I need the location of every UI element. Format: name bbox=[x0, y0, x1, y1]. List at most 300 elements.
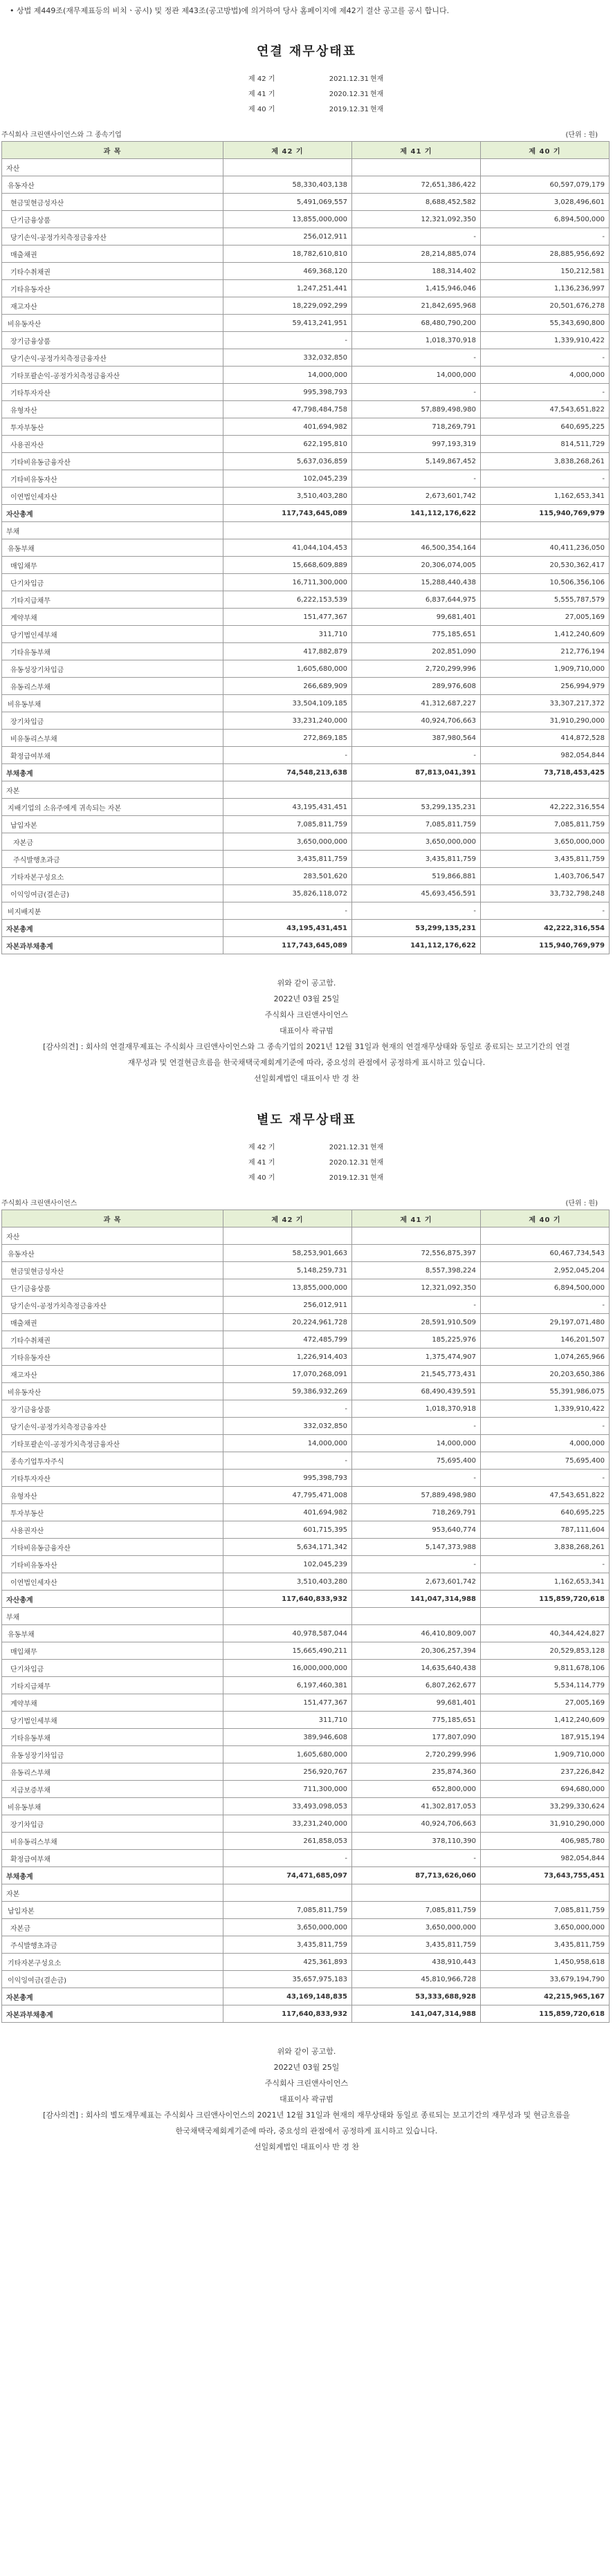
amount-cell: 20,530,362,417 bbox=[481, 557, 610, 574]
amount-cell: 7,085,811,759 bbox=[223, 1902, 352, 1919]
amount-cell: 47,798,484,758 bbox=[223, 401, 352, 418]
amount-cell: 151,477,367 bbox=[223, 1694, 352, 1712]
account-name-cell: 유형자산 bbox=[2, 1487, 223, 1504]
account-name-cell: 지배기업의 소유주에게 귀속되는 자본 bbox=[2, 799, 223, 816]
amount-cell: 1,339,910,422 bbox=[481, 1400, 610, 1418]
amount-cell: 53,299,135,231 bbox=[352, 920, 481, 937]
account-name-cell: 기타유동부채 bbox=[2, 643, 223, 660]
period-label: 제 40 기 bbox=[248, 106, 275, 113]
period-row bbox=[223, 1156, 390, 1171]
account-name-cell: 주식발행초과금 bbox=[2, 1936, 223, 1954]
table-row bbox=[2, 574, 610, 591]
table-row bbox=[2, 626, 610, 643]
account-name-cell: 유동성장기차입금 bbox=[2, 1746, 223, 1763]
amount-cell: 20,306,074,005 bbox=[352, 557, 481, 574]
amount-cell: 1,247,251,441 bbox=[223, 280, 352, 297]
amount-cell: 72,556,875,397 bbox=[352, 1245, 481, 1262]
amount-cell: 12,321,092,350 bbox=[352, 211, 481, 228]
amount-cell: - bbox=[481, 1470, 610, 1487]
amount-cell: 141,112,176,622 bbox=[352, 505, 481, 522]
amount-cell: 74,548,213,638 bbox=[223, 764, 352, 781]
amount-cell: 6,222,153,539 bbox=[223, 591, 352, 609]
amount-cell: 115,859,720,618 bbox=[481, 1591, 610, 1608]
table-row bbox=[2, 885, 610, 902]
amount-cell: 47,543,651,822 bbox=[481, 1487, 610, 1504]
amount-cell: 13,855,000,000 bbox=[223, 211, 352, 228]
amount-cell: 57,889,498,980 bbox=[352, 401, 481, 418]
amount-cell: 33,732,798,248 bbox=[481, 885, 610, 902]
table-row bbox=[2, 902, 610, 920]
account-name-cell: 매출채권 bbox=[2, 245, 223, 263]
amount-cell: 1,412,240,609 bbox=[481, 1712, 610, 1729]
amount-cell: - bbox=[352, 1418, 481, 1435]
account-name-cell: 납입자본 bbox=[2, 1902, 223, 1919]
amount-cell: 151,477,367 bbox=[223, 609, 352, 626]
account-name-cell: 이익잉여금(결손금) bbox=[2, 885, 223, 902]
account-name-cell: 자산 bbox=[2, 1227, 223, 1245]
amount-cell: 9,811,678,106 bbox=[481, 1660, 610, 1677]
amount-cell: 115,940,769,979 bbox=[481, 937, 610, 954]
account-name-cell: 유동리스부채 bbox=[2, 678, 223, 695]
amount-cell: 601,715,395 bbox=[223, 1521, 352, 1539]
column-header: 제 41 기 bbox=[352, 142, 481, 159]
amount-cell: 1,136,236,997 bbox=[481, 280, 610, 297]
column-header: 제 41 기 bbox=[352, 1210, 481, 1227]
account-name-cell: 비유동리스부채 bbox=[2, 730, 223, 747]
account-name-cell: 단기금융상품 bbox=[2, 211, 223, 228]
amount-cell: 117,640,833,932 bbox=[223, 1591, 352, 1608]
audit-opinion: [감사의견] : 회사의 별도재무제표는 주식회사 크린앤사이언스의 2021년 12월 31일과 현재의 재무상태와 동일로 종료되는 보고기간의 재무성과 및 현금흐름을 한국채택국제회계기준에 따라, 중요성의 관점에서 공정하게 표시하고 있습니다. bbox=[43, 2111, 570, 2135]
amount-cell: 117,640,833,932 bbox=[223, 2005, 352, 2023]
amount-cell: 718,269,791 bbox=[352, 1504, 481, 1521]
amount-cell: 272,869,185 bbox=[223, 730, 352, 747]
amount-cell: 982,054,844 bbox=[481, 747, 610, 764]
amount-cell: 7,085,811,759 bbox=[352, 816, 481, 833]
table-row bbox=[2, 920, 610, 937]
amount-cell: 15,288,440,438 bbox=[352, 574, 481, 591]
closing-line: 대표이사 곽규범 bbox=[280, 1026, 333, 1035]
amount-cell: 261,858,053 bbox=[223, 1833, 352, 1850]
amount-cell: 5,637,036,859 bbox=[223, 453, 352, 470]
amount-cell: - bbox=[223, 332, 352, 349]
amount-cell bbox=[481, 522, 610, 539]
amount-cell: 3,650,000,000 bbox=[352, 1919, 481, 1936]
amount-cell: 237,226,842 bbox=[481, 1763, 610, 1781]
account-name-cell: 납입자본 bbox=[2, 816, 223, 833]
table-row bbox=[2, 401, 610, 418]
period-row bbox=[223, 102, 390, 118]
account-name-cell: 투자부동산 bbox=[2, 1504, 223, 1521]
table-row bbox=[2, 1608, 610, 1625]
account-name-cell: 자본 bbox=[2, 1884, 223, 1902]
table-row bbox=[2, 1487, 610, 1504]
amount-cell: 99,681,401 bbox=[352, 609, 481, 626]
table-row bbox=[2, 1470, 610, 1487]
amount-cell: 28,885,956,692 bbox=[481, 245, 610, 263]
audit-opinion: [감사의견] : 회사의 연결재무제표는 주식회사 크린앤사이언스와 그 종속기업의 2021년 12월 31일과 현재의 연결재무상태와 동일로 종료되는 보고기간의 연결재무성과 및 연결현금흐름을 한국채택국제회계기준에 따라, 중요성의 관점에서 공정하게 표시하고 있습니다. bbox=[43, 1042, 570, 1067]
amount-cell: 33,231,240,000 bbox=[223, 1815, 352, 1833]
account-name-cell: 유동부채 bbox=[2, 539, 223, 557]
period-date: 2021.12.31 bbox=[329, 1144, 369, 1151]
amount-cell: 10,506,356,106 bbox=[481, 574, 610, 591]
amount-cell: 1,162,653,341 bbox=[481, 1573, 610, 1591]
table-row bbox=[2, 159, 610, 176]
amount-cell: 1,412,240,609 bbox=[481, 626, 610, 643]
amount-cell: 5,555,787,579 bbox=[481, 591, 610, 609]
amount-cell: 414,872,528 bbox=[481, 730, 610, 747]
closing-line: 2022년 03월 25일 bbox=[273, 2063, 340, 2072]
account-name-cell: 매입채무 bbox=[2, 557, 223, 574]
table-row bbox=[2, 937, 610, 954]
account-name-cell: 기타지급채무 bbox=[2, 1677, 223, 1694]
account-name-cell: 매입채무 bbox=[2, 1642, 223, 1660]
amount-cell: 622,195,810 bbox=[223, 436, 352, 453]
amount-cell: 2,720,299,996 bbox=[352, 1746, 481, 1763]
table-row bbox=[2, 1919, 610, 1936]
amount-cell: 2,720,299,996 bbox=[352, 660, 481, 678]
amount-cell: - bbox=[223, 902, 352, 920]
account-name-cell: 비유동자산 bbox=[2, 1383, 223, 1400]
amount-cell: 775,185,651 bbox=[352, 626, 481, 643]
amount-cell: 31,910,290,000 bbox=[481, 1815, 610, 1833]
amount-cell: 1,403,706,547 bbox=[481, 868, 610, 885]
closing-line: 위와 같이 공고함. bbox=[277, 2047, 336, 2056]
table-row bbox=[2, 1798, 610, 1815]
amount-cell: - bbox=[223, 1452, 352, 1470]
amount-cell: - bbox=[223, 1400, 352, 1418]
amount-cell: 995,398,793 bbox=[223, 384, 352, 401]
amount-cell: 6,807,262,677 bbox=[352, 1677, 481, 1694]
amount-cell: 3,838,268,261 bbox=[481, 453, 610, 470]
amount-cell: 8,688,452,582 bbox=[352, 194, 481, 211]
account-name-cell: 유동자산 bbox=[2, 176, 223, 194]
table-row bbox=[2, 1642, 610, 1660]
table-row bbox=[2, 1746, 610, 1763]
amount-cell: 1,450,958,618 bbox=[481, 1954, 610, 1971]
account-name-cell: 기타수취채권 bbox=[2, 1331, 223, 1349]
account-name-cell: 현금및현금성자산 bbox=[2, 1262, 223, 1279]
amount-cell: 387,980,564 bbox=[352, 730, 481, 747]
table-row bbox=[2, 1591, 610, 1608]
amount-cell: 266,689,909 bbox=[223, 678, 352, 695]
account-name-cell: 부채총계 bbox=[2, 764, 223, 781]
amount-cell: 141,047,314,988 bbox=[352, 1591, 481, 1608]
account-name-cell: 확정급여부채 bbox=[2, 747, 223, 764]
amount-cell: 43,195,431,451 bbox=[223, 799, 352, 816]
amount-cell: 185,225,976 bbox=[352, 1331, 481, 1349]
account-name-cell: 기타포괄손익-공정가치측정금융자산 bbox=[2, 367, 223, 384]
amount-cell: 711,300,000 bbox=[223, 1781, 352, 1798]
amount-cell: 1,162,653,341 bbox=[481, 488, 610, 505]
company-name: 주식회사 크린앤사이언스 bbox=[1, 1200, 77, 1207]
table-row bbox=[2, 851, 610, 868]
table-row bbox=[2, 367, 610, 384]
amount-cell: 75,695,400 bbox=[352, 1452, 481, 1470]
account-name-cell: 장기차입금 bbox=[2, 712, 223, 730]
amount-cell: - bbox=[481, 1556, 610, 1573]
amount-cell: 787,111,604 bbox=[481, 1521, 610, 1539]
amount-cell: 188,314,402 bbox=[352, 263, 481, 280]
table-row bbox=[2, 1625, 610, 1642]
account-name-cell: 당기손익-공정가치측정금융자산 bbox=[2, 228, 223, 245]
amount-cell bbox=[481, 159, 610, 176]
amount-cell: 117,743,645,089 bbox=[223, 505, 352, 522]
table-row bbox=[2, 747, 610, 764]
account-name-cell: 기타유동자산 bbox=[2, 280, 223, 297]
account-name-cell: 재고자산 bbox=[2, 297, 223, 315]
column-header: 과 목 bbox=[2, 142, 223, 159]
period-unit: 현재 bbox=[370, 75, 384, 83]
account-name-cell: 이익잉여금(결손금) bbox=[2, 1971, 223, 1988]
table-headline bbox=[0, 1198, 613, 1210]
table-row bbox=[2, 1418, 610, 1435]
amount-cell: 3,510,403,280 bbox=[223, 1573, 352, 1591]
account-name-cell: 기타유동자산 bbox=[2, 1349, 223, 1366]
amount-cell bbox=[223, 781, 352, 799]
column-header: 제 42 기 bbox=[223, 1210, 352, 1227]
amount-cell: 7,085,811,759 bbox=[352, 1902, 481, 1919]
closing-line: 선일회계법인 대표이사 반 경 찬 bbox=[253, 1074, 360, 1083]
amount-cell: 332,032,850 bbox=[223, 1418, 352, 1435]
amount-cell: 997,193,319 bbox=[352, 436, 481, 453]
amount-cell: 68,490,439,591 bbox=[352, 1383, 481, 1400]
amount-cell: 3,028,496,601 bbox=[481, 194, 610, 211]
amount-cell bbox=[352, 1884, 481, 1902]
table-row bbox=[2, 522, 610, 539]
table-row bbox=[2, 1539, 610, 1556]
period-unit: 현재 bbox=[370, 106, 384, 113]
amount-cell: 20,501,676,278 bbox=[481, 297, 610, 315]
company-name: 주식회사 크린앤사이언스와 그 종속기업 bbox=[1, 131, 122, 139]
account-name-cell: 투자부동산 bbox=[2, 418, 223, 436]
account-name-cell: 기타자본구성요소 bbox=[2, 868, 223, 885]
amount-cell: 187,915,194 bbox=[481, 1729, 610, 1746]
amount-cell: 16,711,300,000 bbox=[223, 574, 352, 591]
table-row bbox=[2, 1729, 610, 1746]
period-date: 2019.12.31 bbox=[329, 1174, 369, 1182]
table-row bbox=[2, 1660, 610, 1677]
amount-cell: 18,782,610,810 bbox=[223, 245, 352, 263]
amount-cell: 3,435,811,759 bbox=[352, 1936, 481, 1954]
statement-section bbox=[0, 41, 613, 1086]
period-unit: 현재 bbox=[370, 1174, 384, 1182]
table-row bbox=[2, 1227, 610, 1245]
table-row bbox=[2, 712, 610, 730]
amount-cell: 53,299,135,231 bbox=[352, 799, 481, 816]
amount-cell: 775,185,651 bbox=[352, 1712, 481, 1729]
account-name-cell: 지급보증부채 bbox=[2, 1781, 223, 1798]
amount-cell: 256,012,911 bbox=[223, 228, 352, 245]
period-unit: 현재 bbox=[370, 1159, 384, 1167]
amount-cell bbox=[352, 1608, 481, 1625]
amount-cell: 1,909,710,000 bbox=[481, 660, 610, 678]
period-label: 제 40 기 bbox=[248, 1174, 275, 1182]
amount-cell: 141,112,176,622 bbox=[352, 937, 481, 954]
amount-cell: 7,085,811,759 bbox=[481, 1902, 610, 1919]
account-name-cell: 이연법인세자산 bbox=[2, 1573, 223, 1591]
table-row bbox=[2, 816, 610, 833]
amount-cell: 42,222,316,554 bbox=[481, 799, 610, 816]
account-name-cell: 장기차입금 bbox=[2, 1815, 223, 1833]
amount-cell: 41,044,104,453 bbox=[223, 539, 352, 557]
amount-cell: 417,882,879 bbox=[223, 643, 352, 660]
amount-cell: - bbox=[352, 470, 481, 488]
account-name-cell: 자본과부채총계 bbox=[2, 937, 223, 954]
table-row bbox=[2, 297, 610, 315]
account-name-cell: 자본총계 bbox=[2, 920, 223, 937]
table-row bbox=[2, 1521, 610, 1539]
amount-cell: 438,910,443 bbox=[352, 1954, 481, 1971]
table-row bbox=[2, 211, 610, 228]
amount-cell: - bbox=[352, 1470, 481, 1487]
amount-cell: - bbox=[352, 902, 481, 920]
amount-cell: 35,657,975,183 bbox=[223, 1971, 352, 1988]
amount-cell: 406,985,780 bbox=[481, 1833, 610, 1850]
amount-cell: 73,643,755,451 bbox=[481, 1867, 610, 1884]
amount-cell: 2,673,601,742 bbox=[352, 1573, 481, 1591]
amount-cell: 45,693,456,591 bbox=[352, 885, 481, 902]
amount-cell: 55,343,690,800 bbox=[481, 315, 610, 332]
table-row bbox=[2, 1781, 610, 1798]
account-name-cell: 확정급여부채 bbox=[2, 1850, 223, 1867]
account-name-cell: 비유동리스부채 bbox=[2, 1833, 223, 1850]
amount-cell: 35,826,118,072 bbox=[223, 885, 352, 902]
account-name-cell: 기타비유동금융자산 bbox=[2, 1539, 223, 1556]
amount-cell: 1,605,680,000 bbox=[223, 660, 352, 678]
account-name-cell: 기타투자자산 bbox=[2, 1470, 223, 1487]
account-name-cell: 단기차입금 bbox=[2, 574, 223, 591]
table-row bbox=[2, 418, 610, 436]
amount-cell: 3,838,268,261 bbox=[481, 1539, 610, 1556]
amount-cell: 29,197,071,480 bbox=[481, 1314, 610, 1331]
table-row bbox=[2, 505, 610, 522]
amount-cell: 953,640,774 bbox=[352, 1521, 481, 1539]
period-list bbox=[223, 72, 390, 118]
account-name-cell: 유형자산 bbox=[2, 401, 223, 418]
period-date: 2020.12.31 bbox=[329, 1159, 369, 1167]
amount-cell: 73,718,453,425 bbox=[481, 764, 610, 781]
amount-cell: 12,321,092,350 bbox=[352, 1279, 481, 1297]
account-name-cell: 자본 bbox=[2, 781, 223, 799]
statements-container bbox=[0, 41, 613, 2155]
account-name-cell: 자산총계 bbox=[2, 1591, 223, 1608]
amount-cell: 640,695,225 bbox=[481, 418, 610, 436]
account-name-cell: 부채총계 bbox=[2, 1867, 223, 1884]
period-row bbox=[223, 1140, 390, 1156]
amount-cell: 3,435,811,759 bbox=[223, 1936, 352, 1954]
table-row bbox=[2, 263, 610, 280]
closing-line: 선일회계법인 대표이사 반 경 찬 bbox=[253, 2142, 360, 2151]
amount-cell: 42,222,316,554 bbox=[481, 920, 610, 937]
table-row bbox=[2, 315, 610, 332]
table-row bbox=[2, 1297, 610, 1314]
amount-cell: 289,976,608 bbox=[352, 678, 481, 695]
amount-cell: 1,074,265,966 bbox=[481, 1349, 610, 1366]
account-name-cell: 당기손익-공정가치측정금융자산 bbox=[2, 1418, 223, 1435]
amount-cell: - bbox=[352, 349, 481, 367]
amount-cell: 28,591,910,509 bbox=[352, 1314, 481, 1331]
table-row bbox=[2, 1435, 610, 1452]
amount-cell: 87,813,041,391 bbox=[352, 764, 481, 781]
account-name-cell: 당기손익-공정가치측정금융자산 bbox=[2, 349, 223, 367]
closing-line: 주식회사 크린앤사이언스 bbox=[264, 1010, 349, 1019]
amount-cell: 21,842,695,968 bbox=[352, 297, 481, 315]
table-row bbox=[2, 591, 610, 609]
amount-cell: 15,665,490,211 bbox=[223, 1642, 352, 1660]
amount-cell: 311,710 bbox=[223, 1712, 352, 1729]
amount-cell: 3,650,000,000 bbox=[481, 1919, 610, 1936]
amount-cell bbox=[352, 1227, 481, 1245]
amount-cell: 40,411,236,050 bbox=[481, 539, 610, 557]
amount-cell: 694,680,000 bbox=[481, 1781, 610, 1798]
amount-cell: 1,605,680,000 bbox=[223, 1746, 352, 1763]
amount-cell: 33,231,240,000 bbox=[223, 712, 352, 730]
table-row bbox=[2, 1712, 610, 1729]
amount-cell: 3,435,811,759 bbox=[481, 1936, 610, 1954]
amount-cell: - bbox=[481, 349, 610, 367]
period-label: 제 41 기 bbox=[248, 1159, 275, 1167]
table-row bbox=[2, 1349, 610, 1366]
closing-line: 위와 같이 공고함. bbox=[277, 979, 336, 988]
amount-cell bbox=[223, 522, 352, 539]
amount-cell: - bbox=[481, 1297, 610, 1314]
amount-cell: 3,510,403,280 bbox=[223, 488, 352, 505]
amount-cell: - bbox=[481, 470, 610, 488]
account-name-cell: 계약부채 bbox=[2, 609, 223, 626]
closing-line: 대표이사 곽규범 bbox=[280, 2095, 333, 2104]
amount-cell: 14,000,000 bbox=[352, 1435, 481, 1452]
table-row bbox=[2, 660, 610, 678]
account-name-cell: 기타자본구성요소 bbox=[2, 1954, 223, 1971]
amount-cell: 519,866,881 bbox=[352, 868, 481, 885]
account-name-cell: 단기금융상품 bbox=[2, 1279, 223, 1297]
account-name-cell: 기타수취채권 bbox=[2, 263, 223, 280]
amount-cell bbox=[481, 1608, 610, 1625]
table-row bbox=[2, 730, 610, 747]
amount-cell: 15,668,609,889 bbox=[223, 557, 352, 574]
amount-cell: 1,375,474,907 bbox=[352, 1349, 481, 1366]
table-row bbox=[2, 1954, 610, 1971]
amount-cell: 3,650,000,000 bbox=[352, 833, 481, 851]
amount-cell: 27,005,169 bbox=[481, 609, 610, 626]
table-row bbox=[2, 1763, 610, 1781]
amount-cell: 256,012,911 bbox=[223, 1297, 352, 1314]
table-row bbox=[2, 833, 610, 851]
table-header-row bbox=[2, 1210, 610, 1227]
amount-cell: 115,940,769,979 bbox=[481, 505, 610, 522]
table-row bbox=[2, 1815, 610, 1833]
amount-cell: 117,743,645,089 bbox=[223, 937, 352, 954]
account-name-cell: 재고자산 bbox=[2, 1366, 223, 1383]
table-row bbox=[2, 436, 610, 453]
amount-cell: 146,201,507 bbox=[481, 1331, 610, 1349]
table-row bbox=[2, 453, 610, 470]
table-row bbox=[2, 1331, 610, 1349]
amount-cell: - bbox=[223, 1850, 352, 1867]
amount-cell: - bbox=[352, 228, 481, 245]
amount-cell: - bbox=[481, 228, 610, 245]
amount-cell: 20,306,257,394 bbox=[352, 1642, 481, 1660]
amount-cell: - bbox=[352, 1297, 481, 1314]
table-row bbox=[2, 1833, 610, 1850]
account-name-cell: 자본금 bbox=[2, 833, 223, 851]
amount-cell: 425,361,893 bbox=[223, 1954, 352, 1971]
account-name-cell: 자산총계 bbox=[2, 505, 223, 522]
period-label: 제 42 기 bbox=[248, 75, 275, 83]
amount-cell: 43,195,431,451 bbox=[223, 920, 352, 937]
closing-notice bbox=[0, 2044, 613, 2155]
account-name-cell: 매출채권 bbox=[2, 1314, 223, 1331]
